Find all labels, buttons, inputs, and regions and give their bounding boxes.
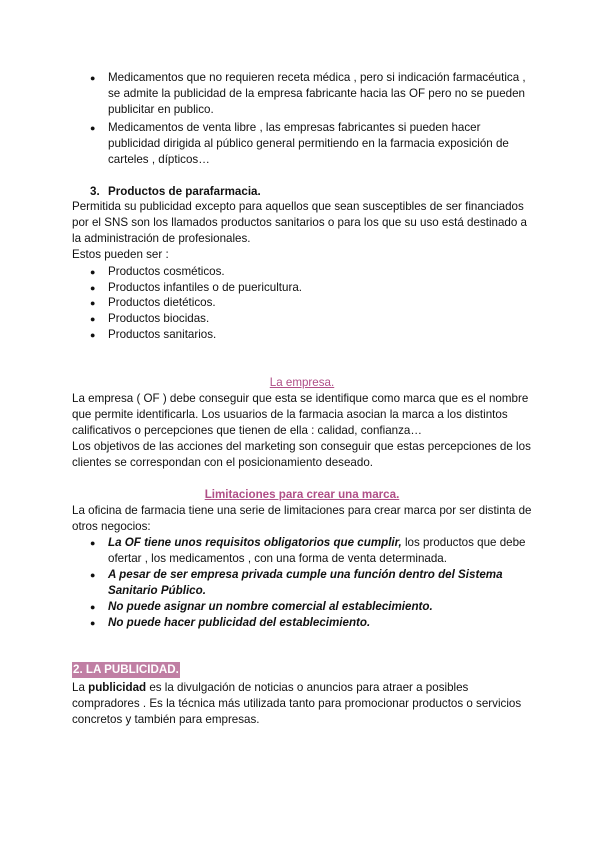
section-heading-limitaciones: Limitaciones para crear una marca. bbox=[204, 488, 400, 501]
list-item: Productos sanitarios. bbox=[108, 328, 217, 341]
section-heading bbox=[90, 184, 261, 200]
paragraph bbox=[72, 680, 532, 728]
section-title: Productos de parafarmacia. bbox=[108, 185, 261, 198]
bullet-icon: ● bbox=[90, 314, 96, 324]
plain-text: los productos que debe ofertar , los medicamentos , con una forma de venta determinada. bbox=[108, 536, 526, 565]
bullet-icon: ● bbox=[90, 330, 96, 340]
bold-italic-text: La OF tiene unos requisitos obligatorios que cumplir, bbox=[108, 536, 402, 549]
bullet-icon: ● bbox=[90, 618, 96, 628]
plain-text: La bbox=[72, 681, 89, 694]
section-heading-empresa: La empresa. bbox=[269, 376, 335, 389]
paragraph: La empresa ( OF ) debe conseguir que esta se identifique como marca que es el nombre que permite identificarla. Los usuarios de la farmacia asocian la marca a los distintos calificativos o percepciones que tienen de ella : calidad, confianza… bbox=[72, 392, 529, 437]
list-item: No puede hacer publicidad del establecimiento. bbox=[108, 616, 371, 629]
list-item: A pesar de ser empresa privada cumple una función dentro del Sistema Sanitario Público. bbox=[108, 568, 503, 597]
chapter-heading: 2. LA PUBLICIDAD. bbox=[73, 663, 179, 676]
list-item: No puede asignar un nombre comercial al establecimiento. bbox=[108, 600, 433, 613]
bullet-icon: ● bbox=[90, 267, 96, 277]
list-item: Productos infantiles o de puericultura. bbox=[108, 281, 302, 294]
plain-text: es la divulgación de noticias o anuncios para atraer a posibles compradores . Es la técnica más utilizada tanto para promocionar productos o servicios concretos y también para empresas. bbox=[72, 681, 522, 726]
paragraph: Permitida su publicidad excepto para aquellos que sean susceptibles de ser financiados por el SNS son los llamados productos sanitarios o para los que su uso está destinado a la administración de profesionales. bbox=[72, 200, 527, 245]
bullet-icon: ● bbox=[90, 123, 96, 133]
list-item: Productos cosméticos. bbox=[108, 265, 225, 278]
list-item: Productos biocidas. bbox=[108, 312, 210, 325]
bullet-icon: ● bbox=[90, 602, 96, 612]
list-item: Productos dietéticos. bbox=[108, 296, 216, 309]
list-item: Medicamentos de venta libre , las empresas fabricantes si pueden hacer publicidad dirigida al público general permitiendo en la farmacia exposición de carteles , dípticos… bbox=[108, 121, 509, 166]
bullet-icon: ● bbox=[90, 538, 96, 548]
bullet-icon: ● bbox=[90, 73, 96, 83]
paragraph: Estos pueden ser : bbox=[72, 248, 169, 261]
bullet-icon: ● bbox=[90, 298, 96, 308]
list-item bbox=[108, 535, 533, 567]
section-number: 3. bbox=[90, 185, 100, 198]
paragraph: La oficina de farmacia tiene una serie de limitaciones para crear marca por ser distinta de otros negocios: bbox=[72, 504, 532, 533]
paragraph: Los objetivos de las acciones del marketing son conseguir que estas percepciones de los clientes se correspondan con el posicionamiento deseado. bbox=[72, 440, 531, 469]
list-item: Medicamentos que no requieren receta médica , pero si indicación farmacéutica , se admite la publicidad de la empresa fabricante hacia las OF pero no se pueden publicitar en publico. bbox=[108, 71, 526, 116]
bullet-icon: ● bbox=[90, 570, 96, 580]
bold-text: publicidad bbox=[88, 681, 147, 694]
bullet-icon: ● bbox=[90, 283, 96, 293]
